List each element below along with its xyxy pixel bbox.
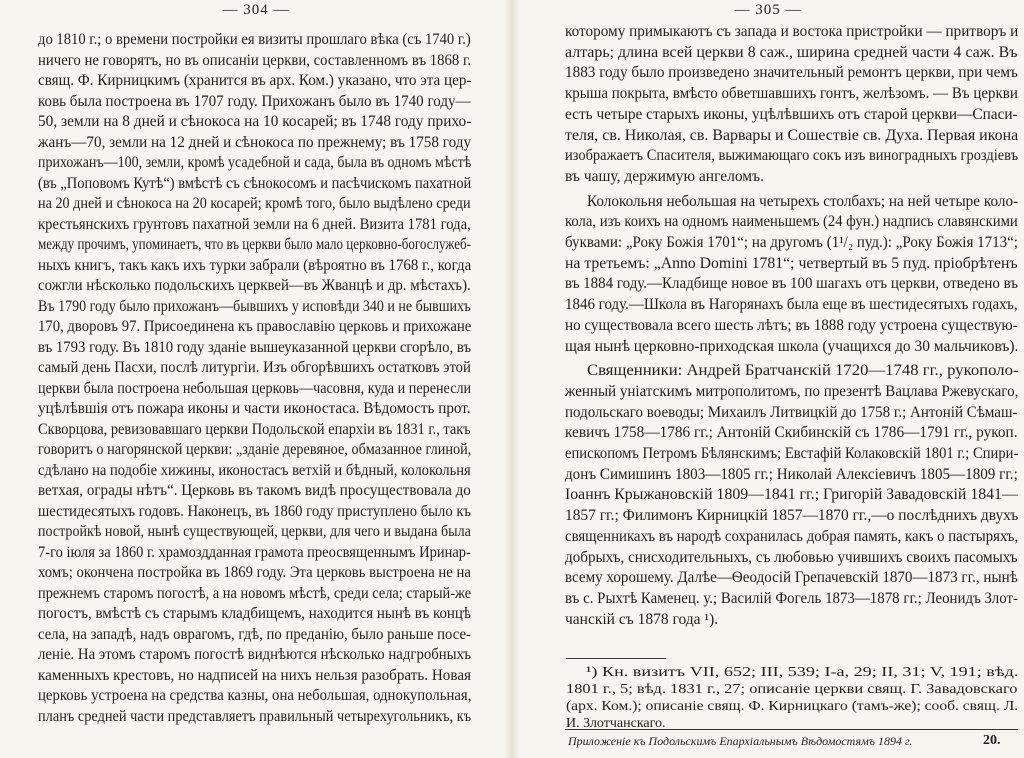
text-line: сдѣлано на подобіе хижины, иконостасъ ветхій и бѣдный, колокольня bbox=[38, 461, 471, 479]
text-line: чанскій съ 1878 года ¹). bbox=[565, 610, 719, 628]
text-line: ветхая, ограды нѣтъ“. Церковь въ такомъ видѣ просуществовала до bbox=[38, 482, 471, 499]
text-line: въ с. Рыхтѣ Каменец. у.; Василій Фогель 1873—1878 гг.; Леонидъ Злот- bbox=[565, 589, 1018, 607]
text-line: прихожанъ—100, земли, кромѣ усадебной и сада, была въ одномъ мѣстѣ bbox=[38, 154, 472, 171]
text-line: подольскаго воеводы; Михаилъ Литвицкій до 1758 г.; Антоній Сѣмаш- bbox=[565, 403, 1018, 421]
text-line: 170, дворовъ 97. Присоединена къ православію церковь и прихожане bbox=[38, 318, 472, 335]
footnote-line: ¹) Кн. визитъ VII, 652; III, 539; I-a, 29; II, 31; V, 191; вѣд. bbox=[586, 665, 1019, 680]
text-line: планъ средней части представляетъ правильный четырехугольникъ, къ bbox=[38, 707, 472, 725]
text-line: въ чашу, держимую ангеломъ. bbox=[565, 167, 765, 185]
text-line: (въ „Поповомъ Кутѣ“) вмѣстѣ съ сѣнокосомъ и пасѣчискомъ пахатной bbox=[38, 174, 472, 192]
text-line: Іоаннъ Крыжановскій 1809—1841 гг.; Григорій Завадовскій 1841— bbox=[565, 486, 1018, 504]
text-line: ничего не говорятъ, но въ описаніи церкви, составленномъ въ 1868 г. bbox=[38, 51, 472, 69]
footnote-rule bbox=[566, 658, 666, 659]
text-line: прежнемъ старомъ погостѣ, а на новомъ мѣстѣ, среди села; старый-же bbox=[38, 584, 472, 602]
text-line: села, на западѣ, надъ оврагомъ, гдѣ, по преданію, было раньше посе- bbox=[38, 625, 471, 643]
text-line: церкви была построена небольшая церковь—часовня, куда и перенесли bbox=[38, 379, 472, 397]
text-line: 7-го іюля за 1860 г. храмоздданная грамота преосвященнымъ Иринар- bbox=[38, 543, 471, 561]
text-line: кола, изъ коихъ на одномъ наименьшемъ (24 фун.) надпись славянскими bbox=[565, 213, 1018, 231]
footnote-line: (арх. Ком.); описаніе свящ. Ф. Кирницкаго (тамъ-же); сооб. свящ. Л. bbox=[566, 699, 1019, 714]
text-line: на 20 дней и сѣнокоса на 20 косарей; кромѣ того, было выдѣлено среди bbox=[38, 195, 471, 212]
text-line: буквами: „Року Божія 1701“; на другомъ (1¹/₂ пуд.): „Року Божія 1713“; bbox=[565, 234, 1018, 251]
text-line: крестьянскихъ грунтовъ пахатной земли на 6 дней. Визита 1781 года, bbox=[38, 215, 471, 233]
text-line: шестидесятыхъ годовъ. Наконецъ, въ 1860 году приступлено было къ bbox=[38, 502, 472, 520]
text-line: есть четыре старыхъ иконы, уцѣлѣвшихъ отъ старой церкви—Спаси- bbox=[565, 105, 1018, 123]
text-line: 1857 гг.; Филимонъ Кирницкій 1857—1870 гг.,—о послѣднихъ двухъ bbox=[565, 507, 1019, 525]
supplement-line: Приложеніе къ Подольскимъ Епархіальнымъ Вѣдомостямъ 1894 г. bbox=[568, 734, 913, 748]
text-line: говоритъ о нагорянской церкви: „зданіе деревяное, обмазанное глиной, bbox=[38, 441, 472, 458]
text-line: щая нынѣ церковно-приходская школа (учащихся до 30 мальчиковъ). bbox=[565, 337, 1019, 355]
footnote-line: И. Злотчанскаго. bbox=[566, 716, 666, 731]
text-line: которому примыкаютъ съ запада и востока пристройки — притворъ и bbox=[565, 23, 1019, 40]
text-line: алтарь; длина всей церкви 8 саж., ширина средней части 4 саж. Въ bbox=[565, 43, 1018, 61]
text-line: крыша покрыта, вмѣсто обветшавшихъ гонтъ, желѣзомъ. — Въ церкви bbox=[565, 85, 1018, 103]
text-line: священникахъ въ народѣ сохранилась добрая память, какъ о пастыряхъ, bbox=[565, 527, 1019, 545]
text-line: самый день Пасхи, послѣ литургіи. Изъ обгорѣвшихъ остатковъ этой bbox=[38, 359, 471, 376]
text-line: каменныхъ крестовъ, но надписей на нихъ нельзя разобрать. Новая bbox=[38, 666, 472, 684]
text-line: на третьемъ: „Anno Domini 1781“; четвертый въ 5 пуд. пріобрѣтенъ bbox=[565, 254, 1018, 272]
text-line: 50, земли на 8 дней и сѣнокоса на 10 косарей; въ 1748 году прихо- bbox=[38, 113, 472, 130]
bottom-rule-top bbox=[565, 729, 1018, 730]
text-line: кевичъ 1758—1786 гг.; Антоній Скибинскій съ 1786—1791 гг., рукоп. bbox=[565, 424, 1018, 442]
text-line: теля, св. Николая, св. Варвары и Сошествіе св. Духа. Первая икона bbox=[565, 126, 1019, 144]
text-line: Въ 1790 году было прихожанъ—бывшихъ у исповѣди 340 и не бывшихъ bbox=[38, 297, 471, 315]
text-line: постройкѣ новой, нынѣ существующей, церкви, для чего и выдана была bbox=[38, 523, 471, 540]
text-line: 1883 году было произведено значительный ремонтъ церкви, при чемъ bbox=[565, 64, 1018, 82]
text-line: жанъ—70, земли на 12 дней и сѣнокоса по прежнему; въ 1758 году bbox=[38, 133, 472, 151]
text-line: изображаетъ Спасителя, выжимающаго сокъ изъ виноградныхъ гроздіевъ bbox=[565, 147, 1019, 165]
text-line: церковь устроена на средства казны, она небольшая, однокупольная, bbox=[38, 687, 472, 704]
sheet-number: 20. bbox=[983, 733, 1001, 748]
text-line: погостъ, вмѣстѣ съ старымъ кладбищемъ, находится нынѣ въ концѣ bbox=[38, 605, 472, 622]
text-line: донъ Симишинъ 1803—1805 гг.; Николай Алексіевичъ 1805—1809 гг.; bbox=[565, 465, 1018, 483]
text-line: въ 1793 году. Въ 1810 году зданіе вышеуказанной церкви сгорѣло, въ bbox=[38, 338, 472, 356]
text-line: хомъ; окончена постройка въ 1869 году. Эта церковь выстроена не на bbox=[38, 564, 471, 581]
text-line: ковь была построена въ 1707 году. Прихожанъ было въ 1740 году— bbox=[38, 92, 471, 110]
text-line: Священники: Андрей Братчанскій 1720—1748 гг., рукополо- bbox=[587, 362, 1019, 380]
text-line: Скворцова, ревизовавшаго церкви Подольской епархіи въ 1831 г., такъ bbox=[38, 420, 471, 438]
text-line: 1846 году.—Школа въ Нагорянахъ была еще въ шестидесятыхъ годахъ, bbox=[565, 296, 1018, 314]
footnote-line: 1801 г., 5; вѣд. 1831 г., 27; описаніе церкви свящ. Г. Завадовскаго bbox=[566, 682, 1018, 697]
left-page-number: — 304 — bbox=[222, 2, 290, 18]
text-line: въ 1884 году.—Кладбище новое въ 100 шагахъ отъ церкви, отведено въ bbox=[565, 275, 1019, 293]
text-line: всему хорошему. Далѣе—Ѳеодосій Грепачевскій 1870—1873 гг., нынѣ bbox=[565, 569, 1018, 587]
text-line: до 1810 г.; о времени постройки ея визиты прошлаго вѣка (съ 1740 г.) bbox=[38, 31, 471, 48]
text-line: епископомъ Петромъ Бѣлянскимъ; Евстафій Колаковскій 1801 г.; Спири- bbox=[565, 445, 1019, 462]
book-gutter bbox=[505, 0, 519, 758]
text-line: добрыхъ, снисходительныхъ, съ любовью учившихъ своихъ пасомыхъ bbox=[565, 548, 1018, 566]
text-line: Колокольня небольшая на четырехъ столбахъ; на ней четыре коло- bbox=[587, 192, 1019, 210]
text-line: сожгли нѣсколько подольскихъ церквей—въ Жванцѣ и др. мѣстахъ). bbox=[38, 277, 471, 294]
text-line: между прочимъ, упоминаетъ, что въ церкви было мало церковно-богослужеб- bbox=[38, 236, 471, 253]
text-line: ныхъ книгъ, такъ какъ ихъ турки забрали (вѣроятно въ 1768 г., когда bbox=[38, 256, 472, 274]
text-line: но существовала всего шесть лѣтъ; въ 1888 году устроена существую- bbox=[565, 316, 1018, 334]
text-line: свящ. Ф. Кирницкимъ (хранится въ арх. Ком.) указано, что эта цер- bbox=[38, 72, 472, 89]
text-line: леніе. На этомъ старомъ погостѣ виднѣются нѣсколько надгробныхъ bbox=[38, 646, 472, 663]
text-line: женный уніатскимъ митрополитомъ, по презентѣ Вацлава Ржевускаго, bbox=[565, 382, 1019, 400]
text-line: уцѣлѣвшія отъ пожара иконы и части иконостаса. Вѣдомость прот. bbox=[38, 400, 471, 417]
right-page-number: — 305 — bbox=[734, 2, 802, 18]
